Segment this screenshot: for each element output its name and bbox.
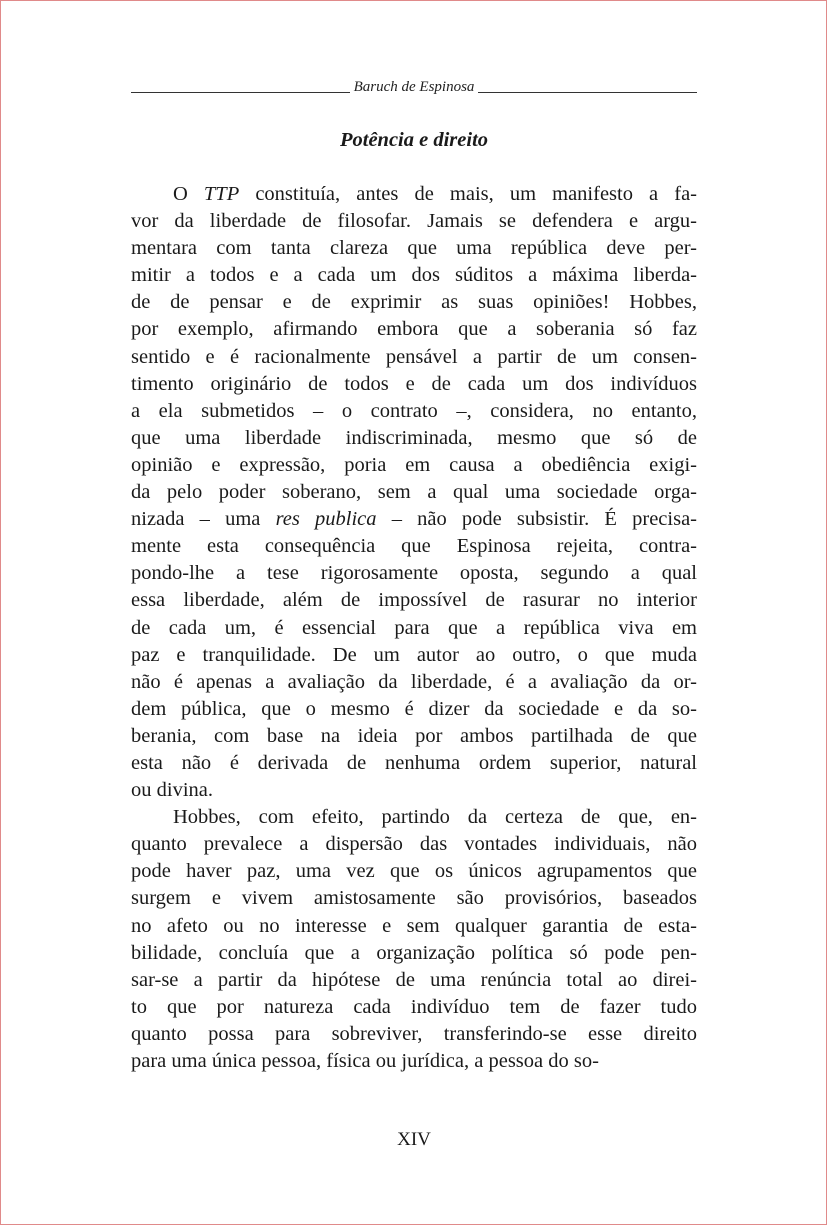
text-line: [131, 777, 697, 804]
text-line: [131, 804, 697, 831]
section-title: Potência e direito: [339, 129, 489, 151]
text-run: sar-se a partir da hipótese de uma renúncia total ao direi-: [131, 968, 697, 991]
text-run: nizada – uma: [131, 508, 276, 531]
text-line: [131, 1021, 697, 1048]
text-line: [131, 181, 697, 208]
text-run: sentido e é racionalmente pensável a partir de um consen-: [131, 345, 697, 368]
paragraph-1: [131, 181, 697, 804]
text-line: [131, 723, 697, 750]
text-line: [131, 858, 697, 885]
text-run: – não pode subsistir. É precisa-: [376, 508, 697, 531]
text-line: [131, 533, 697, 560]
text-run: mentara com tanta clareza que uma república deve per-: [131, 237, 697, 260]
text-line: [131, 750, 697, 777]
running-head-rule-left: [131, 92, 350, 93]
body-text: [131, 181, 697, 1075]
page-number: XIV: [397, 1129, 431, 1150]
text-line: [131, 506, 697, 533]
text-run: no afeto ou no interesse e sem qualquer garantia de esta-: [131, 914, 697, 937]
text-run: pode haver paz, uma vez que os únicos agrupamentos que: [131, 860, 697, 883]
text-run: quanto prevalece a dispersão das vontades individuais, não: [131, 833, 697, 856]
text-run: pondo-lhe a tese rigorosamente oposta, segundo a qual: [131, 562, 697, 585]
text-run: to que por natureza cada indivíduo tem de fazer tudo: [131, 995, 697, 1018]
text-line: [131, 615, 697, 642]
text-run: esta não é derivada de nenhuma ordem superior, natural: [131, 751, 697, 774]
paragraph-2: [131, 804, 697, 1075]
text-line: [131, 885, 697, 912]
text-line: [131, 371, 697, 398]
text-run: opinião e expressão, poria em causa a obediência exigi-: [131, 453, 697, 476]
text-line: [131, 425, 697, 452]
text-run: de de pensar e de exprimir as suas opiniões! Hobbes,: [131, 291, 697, 314]
text-line: [131, 967, 697, 994]
text-run: que uma liberdade indiscriminada, mesmo que só de: [131, 426, 697, 449]
text-line: [131, 669, 697, 696]
text-run: de cada um, é essencial para que a república viva em: [131, 616, 697, 639]
running-head-rule-right: [478, 92, 697, 93]
text-line: [131, 235, 697, 262]
text-run: O: [173, 183, 204, 205]
text-line: [131, 262, 697, 289]
text-line: [131, 452, 697, 479]
text-run: quanto possa para sobreviver, transferindo-se esse direito: [131, 1022, 697, 1045]
text-line: [131, 940, 697, 967]
text-line: [131, 208, 697, 235]
text-run: berania, com base na ideia por ambos partilhada de que: [131, 724, 697, 747]
italic-term: res publica: [275, 508, 377, 531]
text-run: constituía, antes de mais, um manifesto a fa-: [239, 183, 698, 205]
text-line: [131, 560, 697, 587]
text-run: não é apenas a avaliação da liberdade, é a avaliação da or-: [131, 670, 697, 693]
text-line: [131, 831, 697, 858]
text-run: da pelo poder soberano, sem a qual uma sociedade orga-: [131, 481, 697, 504]
text-run: paz e tranquilidade. De um autor ao outro, o que muda: [131, 643, 697, 666]
running-head-author: Baruch de Espinosa: [353, 79, 475, 95]
running-head: [131, 79, 697, 96]
text-run: surgem e vivem amistosamente são provisórios, baseados: [131, 887, 697, 910]
text-line: [131, 696, 697, 723]
text-line: [131, 289, 697, 316]
text-line: [131, 398, 697, 425]
text-run: por exemplo, afirmando embora que a soberania só faz: [131, 318, 697, 341]
text-run: Hobbes, com efeito, partindo da certeza de que, en-: [173, 806, 697, 829]
text-run: vor da liberdade de filosofar. Jamais se defendera e argu-: [131, 210, 697, 233]
text-line: [131, 913, 697, 940]
text-run: mente esta consequência que Espinosa rejeita, contra-: [131, 535, 697, 558]
text-run: dem pública, que o mesmo é dizer da sociedade e da so-: [131, 697, 697, 720]
text-line: [131, 642, 697, 669]
text-run: bilidade, concluía que a organização política só pode pen-: [131, 941, 697, 964]
text-line: [131, 479, 697, 506]
italic-term: TTP: [203, 183, 240, 205]
text-line: [131, 994, 697, 1021]
text-run: essa liberdade, além de impossível de rasurar no interior: [131, 589, 697, 612]
text-line: [131, 587, 697, 614]
text-run: mitir a todos e a cada um dos súditos a máxima liberda-: [131, 264, 697, 287]
text-run: para uma única pessoa, física ou jurídica, a pessoa do so-: [131, 1050, 599, 1072]
text-run: a ela submetidos – o contrato –, considera, no entanto,: [131, 399, 697, 422]
text-run: ou divina.: [131, 779, 213, 802]
text-line: [131, 344, 697, 371]
text-line: [131, 316, 697, 343]
text-line: [131, 1048, 697, 1075]
text-run: timento originário de todos e de cada um dos indivíduos: [131, 372, 697, 395]
